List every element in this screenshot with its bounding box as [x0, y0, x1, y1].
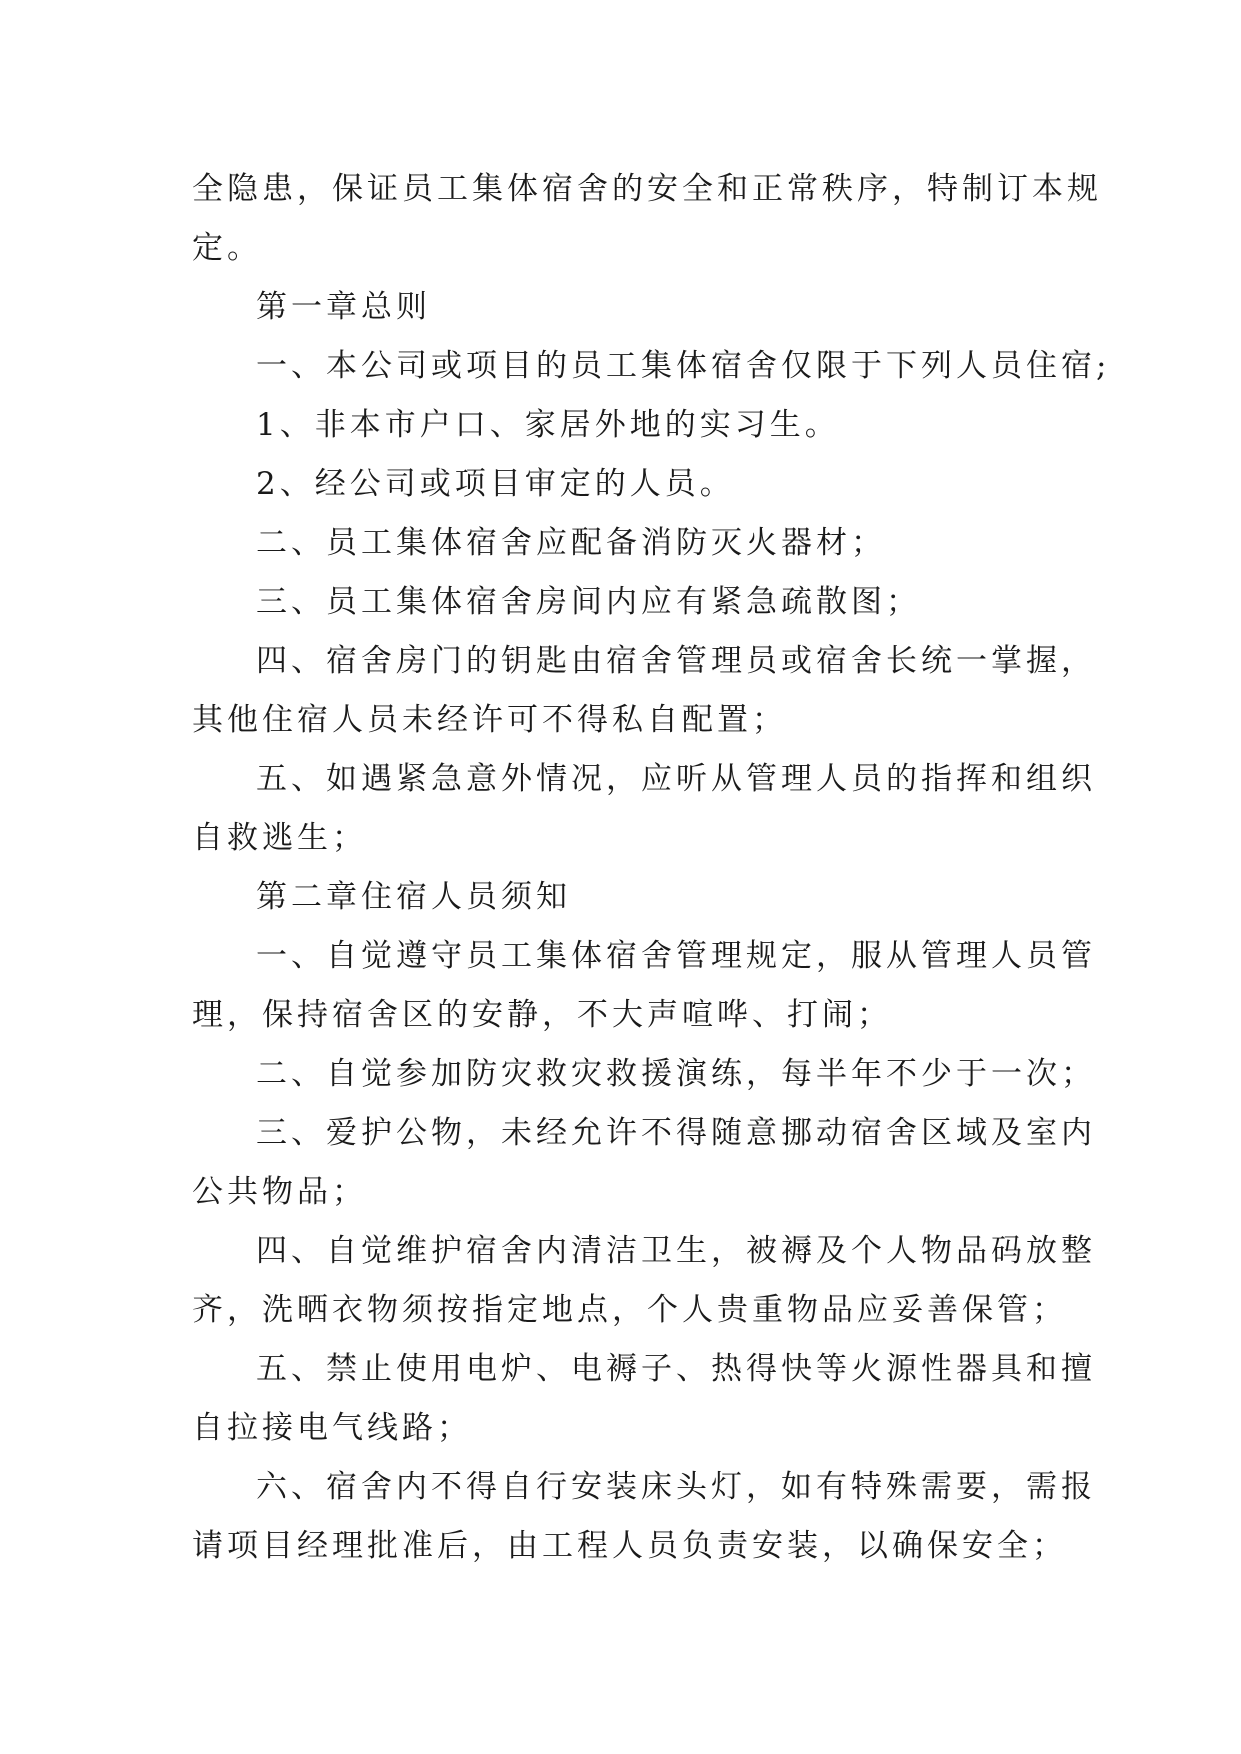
chapter-heading: 第二章住宿人员须知: [256, 879, 571, 915]
text-line: 请项目经理批准后，由工程人员负责安装，以确保安全；: [192, 1528, 1067, 1564]
text-line: 1、非本市户口、家居外地的实习生。: [256, 407, 840, 443]
text-line: 五、禁止使用电炉、电褥子、热得快等火源性器具和擅: [256, 1351, 1096, 1387]
text-line: 齐，洗晒衣物须按指定地点，个人贵重物品应妥善保管；: [192, 1292, 1067, 1328]
text-line: 四、宿舍房门的钥匙由宿舍管理员或宿舍长统一掌握，: [256, 643, 1096, 679]
text-line: 四、自觉维护宿舍内清洁卫生，被褥及个人物品码放整: [256, 1233, 1096, 1269]
text-line: 二、员工集体宿舍应配备消防灭火器材；: [256, 525, 886, 561]
text-line: 自救逃生；: [192, 820, 367, 856]
document-body: [192, 160, 1111, 1576]
text-line: 理，保持宿舍区的安静，不大声喧哗、打闹；: [192, 997, 892, 1033]
text-line: 六、宿舍内不得自行安装床头灯，如有特殊需要，需报: [256, 1469, 1096, 1505]
text-line: 一、自觉遵守员工集体宿舍管理规定，服从管理人员管: [256, 938, 1096, 974]
text-line: 全隐患，保证员工集体宿舍的安全和正常秩序，特制订本规: [192, 171, 1102, 207]
text-line: 二、自觉参加防灾救灾救援演练，每半年不少于一次；: [256, 1056, 1096, 1092]
text-line: 其他住宿人员未经许可不得私自配置；: [192, 702, 787, 738]
text-line: 五、如遇紧急意外情况，应听从管理人员的指挥和组织: [256, 761, 1096, 797]
text-line: 公共物品；: [192, 1174, 367, 1210]
text-line: 自拉接电气线路；: [192, 1410, 472, 1446]
chapter-heading: 第一章总则: [256, 289, 431, 325]
text-line: 一、本公司或项目的员工集体宿舍仅限于下列人员住宿;: [256, 348, 1111, 384]
text-line: 三、爱护公物，未经允许不得随意挪动宿舍区域及室内: [256, 1115, 1096, 1151]
text-line: 三、员工集体宿舍房间内应有紧急疏散图；: [256, 584, 921, 620]
text-line: 定。: [192, 230, 262, 266]
text-line: 2、经公司或项目审定的人员。: [256, 466, 735, 502]
